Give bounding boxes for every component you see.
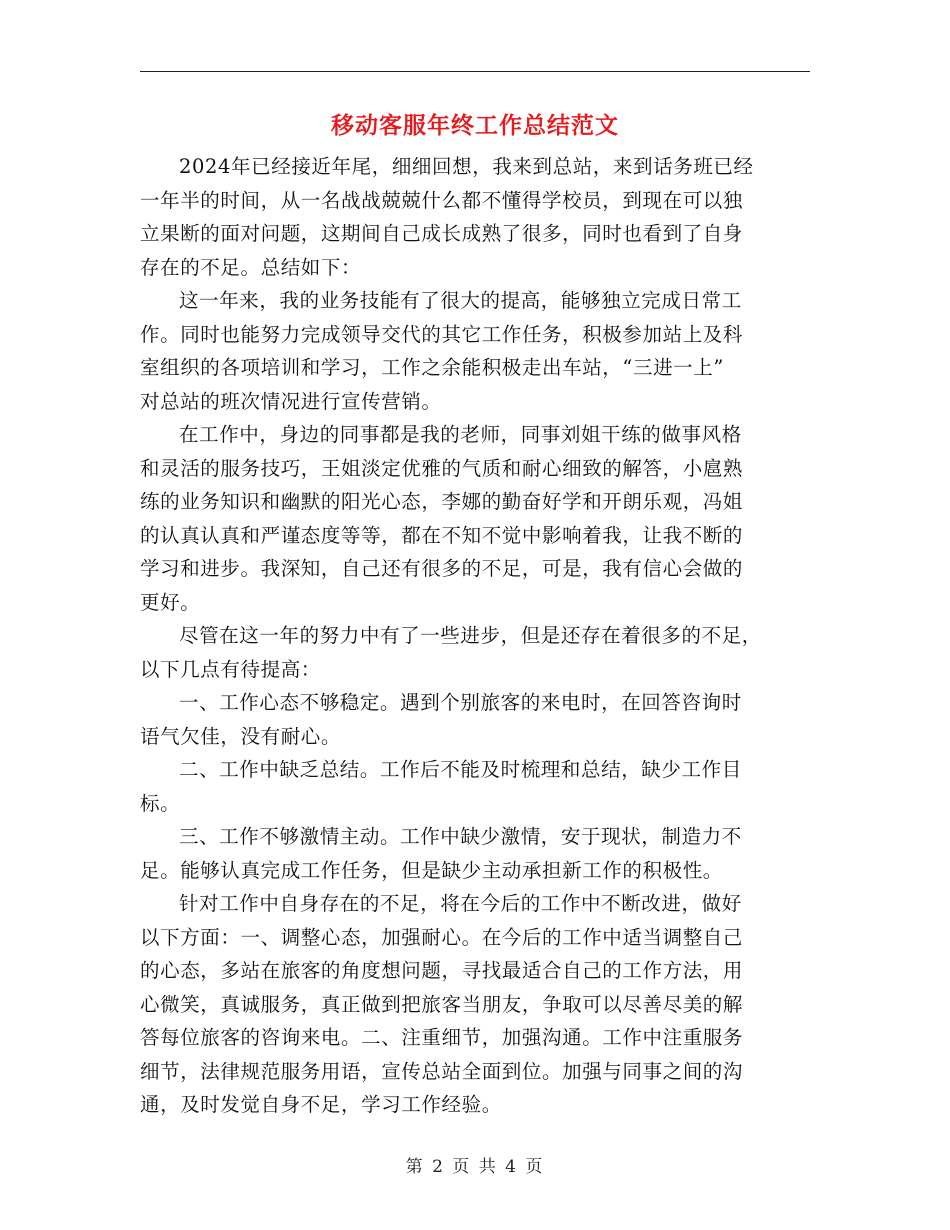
paragraph-intro: 2024年已经接近年尾，细细回想，我来到总站，来到话务班已经 一年半的时间，从一名战战兢兢什么都不懂得学校员，到现在可以独 立果断的面对问题，这期间自己成长成熟了很多，同时也看到了自身 存在的不足。总结如下： <box>140 155 754 279</box>
paragraph-shortcomings-intro: 尽管在这一年的努力中有了一些进步，但是还存在着很多的不足， 以下几点有待提高： <box>140 624 762 681</box>
paragraph-point-one: 一、工作心态不够稳定。遇到个别旅客的来电时，在回答咨询时 语气欠佳，没有耐心。 <box>140 691 742 748</box>
page-footer: 第 2 页 共 4 页 <box>405 1157 545 1177</box>
paragraph-point-three: 三、工作不够激情主动。工作中缺少激情，安于现状，制造力不 足。能够认真完成工作任务，但是缺少主动承担新工作的积极性。 <box>140 825 742 882</box>
document-title: 移动客服年终工作总结范文 <box>331 112 619 139</box>
paragraph-improvements: 针对工作中自身存在的不足，将在今后的工作中不断改进，做好 以下方面：一、调整心态，加强耐心。在今后的工作中适当调整自己 的心态，多站在旅客的角度想问题，寻找最适合自己的工作方法，用 心微笑，真诚服务，真正做到把旅客当朋友，争取可以尽善尽美的解 答每位旅客的咨询来电。二、注重细节，加强沟通。工作中注重服务 细节，法律规范服务用语，宣传总站全面到位。加强与同事之间的沟 通，及时发觉自身不足，学习工作经验。 <box>140 892 744 1116</box>
paragraph-point-two: 二、工作中缺乏总结。工作后不能及时梳理和总结，缺少工作目 标。 <box>140 758 742 815</box>
header-rule <box>140 71 810 72</box>
paragraph-colleagues: 在工作中，身边的同事都是我的老师，同事刘姐干练的做事风格 和灵活的服务技巧，王姐淡定优雅的气质和耐心细致的解答，小扈熟 练的业务知识和幽默的阳光心态，李娜的勤奋好学和开朗乐观，冯姐 的认真认真和严谨态度等等，都在不知不觉中影响着我，让我不断的 学习和进步。我深知，自己还有很多的不足，可是，我有信心会做的 更好。 <box>140 423 744 614</box>
document-body <box>140 150 802 1122</box>
paragraph-skills: 这一年来，我的业务技能有了很大的提高，能够独立完成日常工 作。同时也能努力完成领导交代的其它工作任务，积极参加站上及科 室组织的各项培训和学习，工作之余能积极走出车站，“三进一上” 对总站的班次情况进行宣传营销。 <box>140 289 744 413</box>
